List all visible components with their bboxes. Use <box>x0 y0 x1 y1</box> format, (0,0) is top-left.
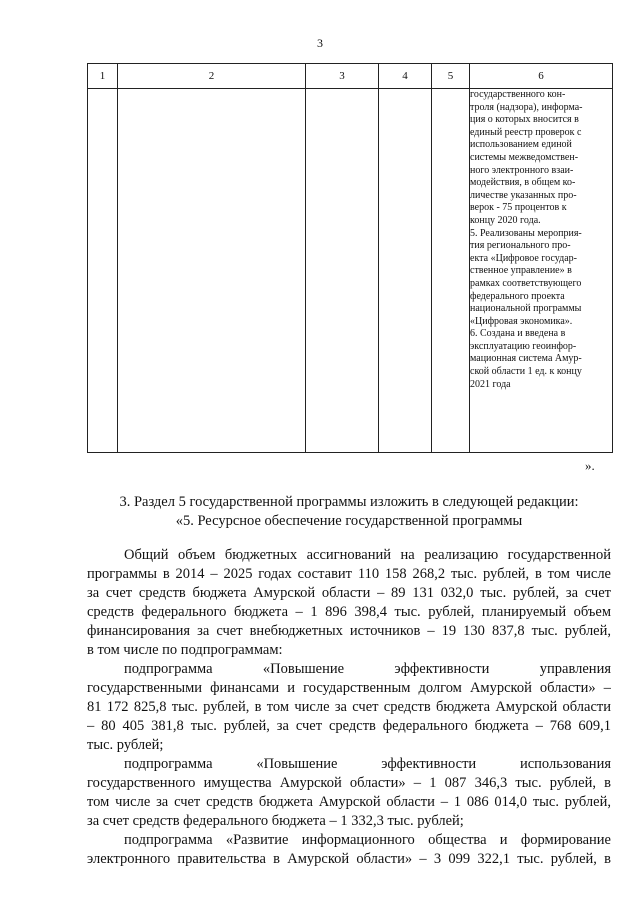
cell-text-line: «Цифровая экономика». <box>470 315 573 327</box>
body-text-line: государственного имущества Амурской области» – 1 087 346,3 тыс. рублей, в <box>87 775 611 791</box>
body-text-line: за счет средств бюджета Амурской области – 89 131 032,0 тыс. рублей, за счет <box>87 585 611 601</box>
cell-text-line: системы межведомствен- <box>470 151 579 163</box>
cell-col-5 <box>432 89 470 453</box>
closing-quote: ». <box>585 458 595 473</box>
cell-col-4 <box>379 89 432 453</box>
col-header-5: 5 <box>432 64 470 89</box>
section-heading: 3. Раздел 5 государственной программы изложить в следующей редакции: <box>119 494 579 510</box>
cell-text-line: эксплуатацию геоинфор- <box>470 340 577 352</box>
col-header-4: 4 <box>379 64 432 89</box>
body-text-line: подпрограмма «Развитие информационного общества и формирование <box>124 832 611 848</box>
body-text-line: в том числе по подпрограммам: <box>87 642 283 658</box>
cell-text-line: ственное управление» в <box>470 265 572 277</box>
body-text-line: тыс. рублей; <box>87 737 164 753</box>
col-header-3: 3 <box>306 64 379 89</box>
cell-text-line: троля (надзора), информа- <box>470 101 583 113</box>
cell-col-1 <box>88 89 118 453</box>
body-text-line: финансирования за счет внебюджетных источников – 19 130 837,8 тыс. рублей, <box>87 623 611 639</box>
body-text-line: подпрограмма «Повышение эффективности управления <box>124 661 611 677</box>
col-header-1: 1 <box>88 64 118 89</box>
body-text-line: подпрограмма «Повышение эффективности использования <box>124 756 611 772</box>
cell-col-3 <box>306 89 379 453</box>
body-text-line: государственными финансами и государственным долгом Амурской области» – <box>87 680 611 696</box>
cell-text-line: екта «Цифровое государ- <box>470 252 577 264</box>
cell-text-line: федерального проекта <box>470 290 565 302</box>
body-text-line: том числе за счет средств бюджета Амурской области – 1 086 014,0 тыс. рублей, <box>87 794 611 810</box>
cell-text-line: концу 2020 года. <box>470 214 541 226</box>
body-text-line: – 80 405 381,8 тыс. рублей, за счет средств федерального бюджета – 768 609,1 <box>87 718 611 734</box>
body-paragraphs <box>87 546 611 869</box>
cell-text-line: ного электронного взаи- <box>470 164 574 176</box>
cell-text-line: личестве указанных про- <box>470 189 577 201</box>
table-header-row <box>88 64 613 89</box>
body-text-line: за счет средств федерального бюджета – 1 332,3 тыс. рублей; <box>87 813 464 829</box>
table-row <box>88 89 613 453</box>
cell-text-line: модействия, в общем ко- <box>470 177 576 189</box>
cell-text-line: ция о которых вносится в <box>470 114 579 126</box>
cell-col-6 <box>470 89 613 453</box>
body-text-line: Общий объем бюджетных ассигнований на реализацию государственной <box>124 547 611 563</box>
cell-text-line: 5. Реализованы мероприя- <box>470 227 582 239</box>
col-header-2: 2 <box>118 64 306 89</box>
cell-text-line: 6. Создана и введена в <box>470 328 566 340</box>
cell-text-line: использованием единой <box>470 139 572 151</box>
cell-text-line: рамках соответствующего <box>470 277 582 289</box>
cell-text-line: мационная система Амур- <box>470 353 582 365</box>
cell-text-line: государственного кон- <box>470 89 566 100</box>
cell-text-line: национальной программы <box>470 303 582 315</box>
body-text-line: электронного правительства в Амурской области» – 3 099 322,1 тыс. рублей, в <box>87 851 611 867</box>
section-title: «5. Ресурсное обеспечение государственной программы <box>175 513 523 529</box>
cell-text-line: ской области 1 ед. к концу <box>470 366 582 378</box>
body-text-line: программы в 2014 – 2025 годах составит 110 158 268,2 тыс. рублей, в том числе <box>87 566 611 582</box>
cell-text-line: верок - 75 процентов к <box>470 202 567 214</box>
cell-text-line: единый реестр проверок с <box>470 126 582 138</box>
page-number: 3 <box>317 36 323 50</box>
cell-text-line: тия регионального про- <box>470 240 571 252</box>
body-text-line: средств федерального бюджета – 1 896 398,4 тыс. рублей, планируемый объем <box>87 604 611 620</box>
col-header-6: 6 <box>470 64 613 89</box>
program-table <box>87 63 613 453</box>
cell-col-2 <box>118 89 306 453</box>
cell-text-line: 2021 года <box>470 378 511 390</box>
body-text-line: 81 172 825,8 тыс. рублей, в том числе за счет средств бюджета Амурской области <box>87 699 611 715</box>
